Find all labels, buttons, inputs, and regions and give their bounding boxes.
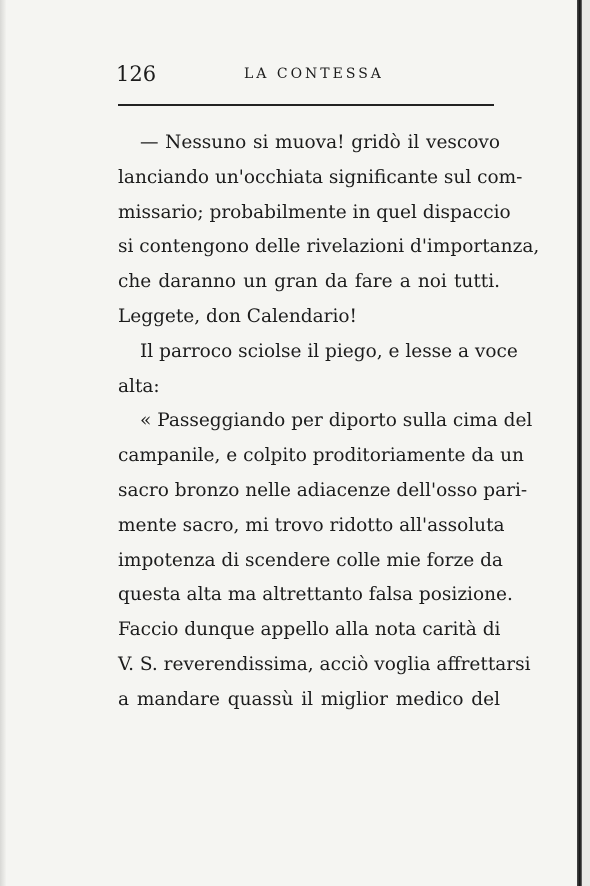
text-line: sacro bronzo nelle adiacenze dell'osso pari- (118, 479, 528, 501)
text-line: lanciando un'occhiata significante sul com- (118, 166, 523, 188)
body-text (118, 126, 540, 718)
page-number: 126 (116, 62, 157, 86)
paragraph (118, 335, 518, 405)
page-binding-edge (577, 0, 582, 886)
text-line: che daranno un gran da fare a noi tutti. (118, 271, 500, 293)
text-line: a mandare quassù il miglior medico del (118, 688, 500, 710)
page-right-margin (582, 0, 590, 886)
text-line: V. S. reverendissima, acciò voglia affrettarsi (118, 653, 531, 675)
text-line: « Passeggiando per diporto sulla cima del (140, 410, 533, 432)
text-line: — Nessuno si muova! gridò il vescovo (140, 132, 500, 153)
page-header (116, 62, 496, 92)
text-line: questa alta ma altrettanto falsa posizione. (118, 584, 513, 606)
paragraph (118, 126, 540, 335)
text-line: Il parroco sciolse il piego, e lesse a voce (140, 340, 518, 362)
text-line: mente sacro, mi trovo ridotto all'assoluta (118, 514, 505, 536)
text-line: Faccio dunque appello alla nota carità di (118, 619, 501, 641)
text-line: Leggete, don Calendario! (118, 305, 357, 327)
page-left-edge (0, 0, 6, 886)
text-line: campanile, e colpito proditoriamente da un (118, 445, 524, 467)
text-line: alta: (118, 375, 160, 397)
header-rule (118, 104, 494, 106)
text-line: impotenza di scendere colle mie forze da (118, 549, 503, 571)
text-line: missario; probabilmente in quel dispaccio (118, 201, 511, 223)
running-title: LA CONTESSA (244, 66, 384, 82)
paragraph (118, 404, 533, 717)
text-line: si contengono delle rivelazioni d'importanza, (118, 236, 540, 258)
